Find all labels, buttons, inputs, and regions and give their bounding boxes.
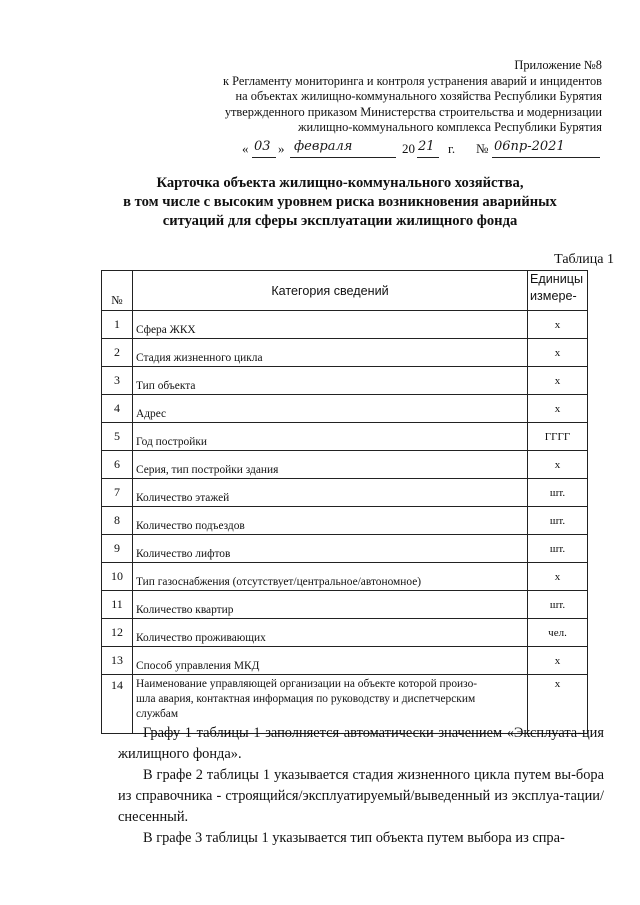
- row-unit: х: [528, 311, 588, 339]
- order-number-prefix: №: [476, 141, 489, 156]
- table-label: Таблица 1: [554, 252, 614, 267]
- row-num: 5: [102, 423, 133, 451]
- row-unit: шт.: [528, 535, 588, 563]
- order-number: 06пр-2021: [494, 139, 565, 154]
- row-category: Стадия жизненного цикла: [133, 339, 528, 367]
- order-year-unit: г.: [448, 141, 456, 156]
- table-row: [102, 563, 588, 591]
- row-category: Сфера ЖКХ: [133, 311, 528, 339]
- row-category: Способ управления МКД: [133, 647, 528, 675]
- row-num: 13: [102, 647, 133, 675]
- annex-line-4: утвержденного приказом Министерства строительства и модернизации: [224, 104, 602, 119]
- order-year-suffix: 21: [418, 139, 435, 154]
- row-unit: шт.: [528, 479, 588, 507]
- row-category: Тип газоснабжения (отсутствует/центральное/автономное): [133, 563, 528, 591]
- title-line-1: Карточка объекта жилищно-коммунального хозяйства,: [156, 175, 524, 191]
- row-unit: х: [528, 451, 588, 479]
- table-row: [102, 479, 588, 507]
- row-unit: ГГГГ: [528, 423, 588, 451]
- row-num: 3: [102, 367, 133, 395]
- row-unit: х: [528, 647, 588, 675]
- row-category: Количество лифтов: [133, 535, 528, 563]
- title-line-3: ситуаций для сферы эксплуатации жилищного фонда: [162, 213, 518, 229]
- paragraph: В графе 3 таблицы 1 указывается тип объекта путем выбора из спра-: [143, 830, 565, 846]
- paragraph: Графу 1 таблицы 1 заполняется автоматически значением «Эксплуата-ция жилищного фонда».: [118, 725, 604, 762]
- row-category: Серия, тип постройки здания: [133, 451, 528, 479]
- annex-header: [223, 58, 602, 136]
- table-row: [102, 451, 588, 479]
- title-line-2: в том числе с высоким уровнем риска возникновения аварийных: [123, 194, 557, 210]
- row-category-line-1: Наименование управляющей организации на объекте которой произо-: [136, 678, 478, 690]
- row-unit: х: [528, 675, 588, 734]
- row-category: Тип объекта: [133, 367, 528, 395]
- table-row: [102, 619, 588, 647]
- row-num: 12: [102, 619, 133, 647]
- row-num: 9: [102, 535, 133, 563]
- document-title: [60, 174, 620, 231]
- object-card-table: [101, 270, 588, 734]
- table-row: [102, 647, 588, 675]
- row-unit: х: [528, 395, 588, 423]
- header-unit: [528, 271, 588, 311]
- table-row: [102, 367, 588, 395]
- order-day: 03: [254, 139, 271, 154]
- header-unit-line-2: измере-: [530, 289, 577, 303]
- table-row: [102, 535, 588, 563]
- row-category: Количество подъездов: [133, 507, 528, 535]
- order-date-number: « 03 » февраля 20 21 г. № 06пр-2021: [242, 137, 602, 163]
- explanatory-text: [118, 723, 604, 849]
- row-unit: шт.: [528, 507, 588, 535]
- row-num: 14: [102, 675, 133, 734]
- header-num: №: [102, 271, 133, 311]
- table-row: [102, 423, 588, 451]
- row-category: Количество проживающих: [133, 619, 528, 647]
- row-num: 1: [102, 311, 133, 339]
- header-unit-line-1: Единицы: [530, 272, 584, 286]
- annex-line-2: к Регламенту мониторинга и контроля устранения аварий и инцидентов: [223, 73, 602, 88]
- annex-line-1: Приложение №8: [514, 58, 602, 72]
- table-row: [102, 395, 588, 423]
- row-unit: чел.: [528, 619, 588, 647]
- table-row: [102, 339, 588, 367]
- row-num: 8: [102, 507, 133, 535]
- table-row: [102, 591, 588, 619]
- annex-line-3: на объектах жилищно-коммунального хозяйства Республики Бурятия: [235, 89, 602, 104]
- row-unit: х: [528, 563, 588, 591]
- header-category: Категория сведений: [133, 271, 528, 311]
- annex-line-5: жилищно-коммунального комплекса Республики Бурятия: [297, 120, 602, 135]
- table-row: [102, 507, 588, 535]
- row-category-line-3: службам: [136, 708, 179, 720]
- order-year-prefix: 20: [402, 141, 415, 156]
- row-category: Количество квартир: [133, 591, 528, 619]
- row-num: 7: [102, 479, 133, 507]
- row-category: Адрес: [133, 395, 528, 423]
- order-month: февраля: [294, 139, 353, 154]
- row-num: 6: [102, 451, 133, 479]
- row-unit: х: [528, 367, 588, 395]
- row-category: Количество этажей: [133, 479, 528, 507]
- row-category: Год постройки: [133, 423, 528, 451]
- row-num: 10: [102, 563, 133, 591]
- row-category-line-2: шла авария, контактная информация по руководству и диспетчерским: [136, 693, 476, 705]
- table-row: [102, 311, 588, 339]
- row-num: 11: [102, 591, 133, 619]
- table-header-row: [102, 271, 588, 311]
- row-num: 2: [102, 339, 133, 367]
- paragraph: В графе 2 таблицы 1 указывается стадия жизненного цикла путем вы-бора из справочника - строящийся/эксплуатируемый/выведенный из эксплуа-тации/ снесенный.: [118, 767, 604, 825]
- row-num: 4: [102, 395, 133, 423]
- row-unit: шт.: [528, 591, 588, 619]
- row-unit: х: [528, 339, 588, 367]
